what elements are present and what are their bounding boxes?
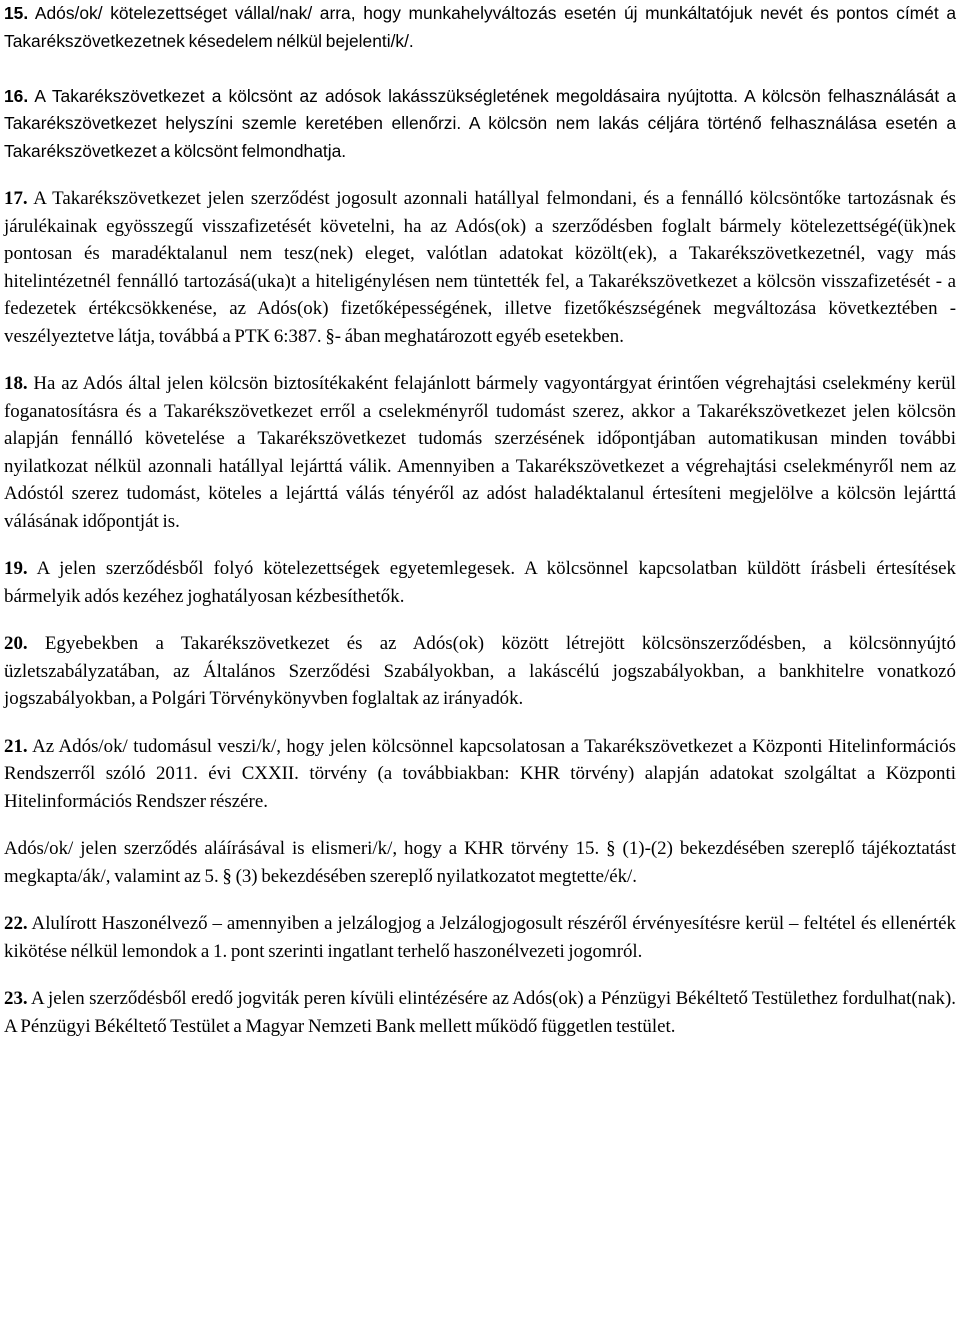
- paragraph-text: A jelen szerződésből eredő jogviták peren kívüli elintézésére az Adós(ok) a Pénzügyi Békéltető Testülethez fordulhat(nak). A Pénzügyi Békéltető Testület a Magyar Nemzeti Bank mellett működő független testület.: [4, 988, 956, 1037]
- paragraph-20: [4, 630, 956, 713]
- paragraph-text: A jelen szerződésből folyó kötelezettségek egyetemlegesek. A kölcsönnel kapcsolatban küldött írásbeli értesítések bármelyik adós kezéhez joghatályosan kézbesíthetők.: [4, 558, 956, 607]
- paragraph-text: Az Adós/ok/ tudomásul veszi/k/, hogy jelen kölcsönnel kapcsolatosan a Takarékszövetkezet a Központi Hitelinformációs Rendszerről szóló 2011. évi CXXII. törvény (a továbbiakban: KHR törvény) alapján adatokat szolgáltat a Központi Hitelinformációs Rendszer részére.: [4, 735, 956, 812]
- paragraph-text: A Takarékszövetkezet jelen szerződést jogosult azonnali hatállyal felmondani, és a fennálló kölcsöntőke tartozásnak és járulékainak egyösszegű visszafizetését követelni, ha az Adós(ok) a szerződésben foglalt bármely kötelezettségé(ük)nek pontosan és maradéktalanul nem tesz(nek) eleget, valótlan adatokat közölt(ek), a Takarékszövetkezetnél, vagy más hitelintézetnél fennálló tartozásá(uka)t a hiteligénylésen nem tüntették fel, a Takarékszövetkezet a kölcsön visszafizetését - a fedezetek értékcsökkenése, az Adós(ok) fizetőképességének, illetve fizetőkészségének megváltozása következtében - veszélyeztetve látja, továbbá a PTK 6:387. §- ában meghatározott egyéb esetekben.: [4, 188, 956, 347]
- paragraph-number: 20.: [4, 633, 28, 654]
- paragraph-number: 15.: [4, 3, 29, 23]
- paragraph-text: Egyebekben a Takarékszövetkezet és az Adós(ok) között létrejött kölcsönszerződésben, a kölcsönnyújtó üzletszabályzatában, az Általános Szerződési Szabályokban, a lakáscélú jogszabályokban, a bankhitelre vonatkozó jogszabályokban, a Polgári Törvénykönyvben foglaltak az irányadók.: [4, 633, 956, 709]
- paragraph-number: 22.: [4, 913, 28, 934]
- paragraph-text: Adós/ok/ kötelezettséget vállal/nak/ arra, hogy munkahelyváltozás esetén új munkáltatójuk nevét és pontos címét a Takarékszövetkezetnek késedelem nélkül bejelenti/k/.: [4, 3, 956, 51]
- paragraph-17: [4, 185, 956, 350]
- paragraph-21: [4, 733, 956, 816]
- paragraph-16: [4, 83, 956, 166]
- paragraph-text: Adós/ok/ jelen szerződés aláírásával is elismeri/k/, hogy a KHR törvény 15. § (1)-(2) bekezdésében szereplő tájékoztatást megkapta/ák/, valamint az 5. § (3) bekezdésében szereplő nyilatkozatot megtette/ék/.: [4, 838, 956, 887]
- paragraph-22: [4, 910, 956, 965]
- paragraph-18: [4, 370, 956, 535]
- paragraph-text: A Takarékszövetkezet a kölcsönt az adósok lakásszükségletének megoldásaira nyújtotta. A kölcsön felhasználását a Takarékszövetkezet helyszíni szemle keretében ellenőrzi. A kölcsön nem lakás céljára történő felhasználása esetén a Takarékszövetkezet a kölcsönt felmondhatja.: [4, 85, 956, 161]
- paragraph-number: 17.: [4, 188, 28, 209]
- paragraph-number: 18.: [4, 373, 28, 394]
- paragraph-text: Alulírott Haszonélvező – amennyiben a jelzálogjog a Jelzálogjogosult részéről érvényesítésre kerül – feltétel és ellenérték kikötése nélkül lemondok a 1. pont szerinti ingatlant terhelő haszonélvezeti jogomról.: [4, 913, 956, 962]
- paragraph-23: [4, 985, 956, 1040]
- paragraph-number: 16.: [4, 85, 29, 106]
- paragraph-number: 19.: [4, 558, 28, 579]
- paragraph-15: [4, 0, 956, 55]
- paragraph-text: Ha az Adós által jelen kölcsön biztosítékaként felajánlott bármely vagyontárgyat érintően végrehajtási cselekmény kerül foganatosításra és a Takarékszövetkezet erről a cselekményről tudomást szerez, akkor a Takarékszövetkezet jelen kölcsön alapján fennálló követelése a Takarékszövetkezet tudomás szerzésének időpontjában automatikusan minden további nyilatkozat nélkül azonnali hatállyal lejárttá válik. Amennyiben a Takarékszövetkezet a végrehajtási cselekményről nem az Adóstól szerez tudomást, köteles a lejárttá válás tényéről az adóst haladéktalanul értesíteni megjelölve a kölcsön lejárttá válásának időpontját is.: [4, 373, 956, 532]
- document-page: [4, 0, 956, 1040]
- paragraph-number: 21.: [4, 735, 28, 757]
- paragraph-khr-acknowledgement: [4, 835, 956, 890]
- paragraph-19: [4, 555, 956, 610]
- paragraph-number: 23.: [4, 988, 28, 1009]
